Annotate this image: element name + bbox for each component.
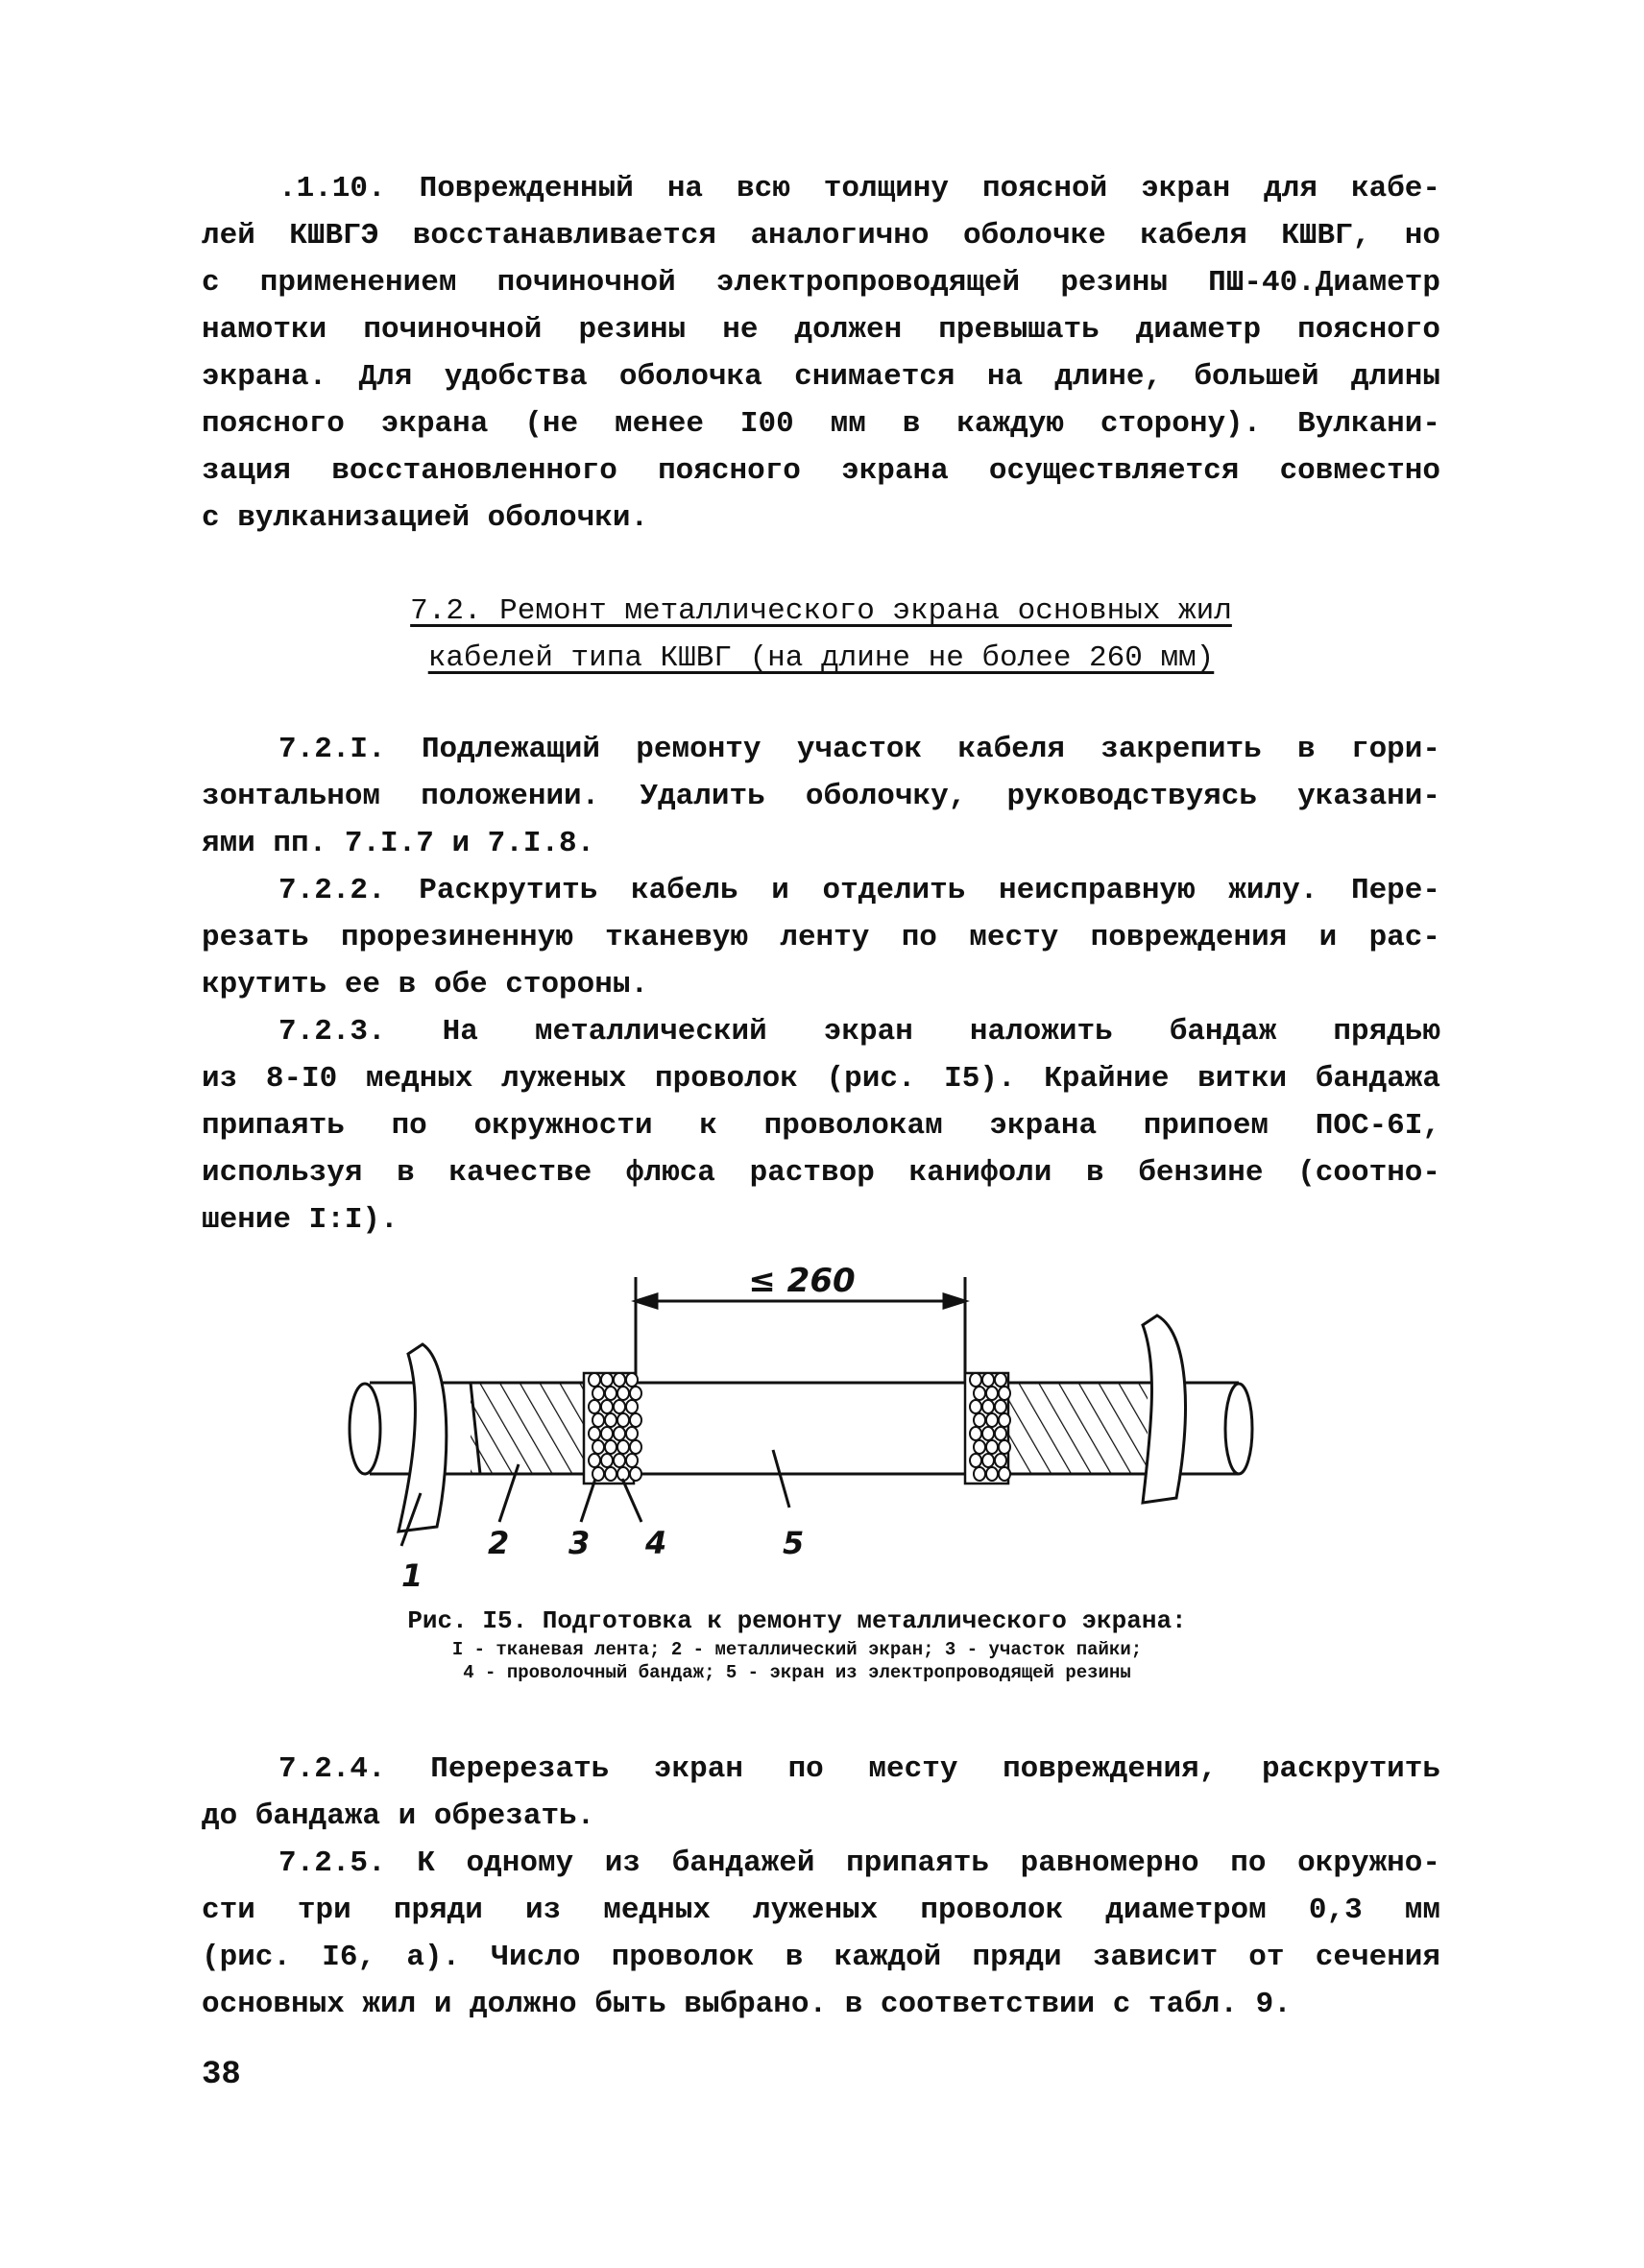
text-line: сти три пряди из медных луженых проволок диаметром 0,3 мм <box>202 1894 1440 1927</box>
bandage-wire-bead <box>986 1387 998 1400</box>
bandage-wire-bead <box>614 1400 625 1413</box>
metal-screen-left <box>471 1383 584 1474</box>
bandage-wire-bead <box>617 1413 629 1427</box>
bandage-wire-bead <box>970 1427 981 1440</box>
bandage-wire-bead <box>601 1454 613 1467</box>
bandage-wire-bead <box>617 1387 629 1400</box>
bandage-wire-bead <box>974 1440 985 1454</box>
bandage-wire-bead <box>626 1373 638 1387</box>
bandage-wire-bead <box>999 1413 1010 1427</box>
bandage-wire-bead <box>626 1454 638 1467</box>
bandage-wire-bead <box>999 1440 1010 1454</box>
metal-screen-right <box>1008 1383 1148 1474</box>
bandage-wire-bead <box>589 1427 600 1440</box>
text-line: 7.2.I. Подлежащий ремонту участок кабеля закрепить в гори- <box>278 733 1440 766</box>
text-line: с вулканизацией оболочки. <box>202 501 649 535</box>
bandage-wire-bead <box>970 1400 981 1413</box>
bandage-wire-bead <box>589 1454 600 1467</box>
label-4: 4 <box>645 1525 667 1561</box>
bandage-wire-bead <box>605 1387 616 1400</box>
bandage-wire-bead <box>630 1467 641 1481</box>
label-3: 3 <box>568 1525 591 1561</box>
bandage-wire-bead <box>986 1413 998 1427</box>
cable-left-end <box>350 1384 380 1474</box>
bandage-wire-bead <box>626 1427 638 1440</box>
bandage-wire-bead <box>999 1467 1010 1481</box>
fabric-tape-right <box>1143 1315 1186 1503</box>
caption-legend-line: I - тканевая лента; 2 - металлический экран; 3 - участок пайки; <box>451 1639 1143 1660</box>
fabric-tape-left <box>399 1344 447 1532</box>
caption-title: Рис. I5. Подготовка к ремонту металлического экрана: <box>407 1606 1187 1635</box>
bandage-wire-bead <box>995 1427 1006 1440</box>
bandage-wire-bead <box>999 1387 1010 1400</box>
bandage-wire-bead <box>995 1373 1006 1387</box>
label-2: 2 <box>488 1525 510 1561</box>
cable-right-end <box>1225 1384 1252 1474</box>
bandage-wire-bead <box>630 1387 641 1400</box>
text-line: крутить ее в обе стороны. <box>202 968 649 1001</box>
bandage-wire-bead <box>614 1454 625 1467</box>
text-line: шение I:I). <box>202 1203 399 1237</box>
bandage-wire-bead <box>601 1373 613 1387</box>
bandage-wire-bead <box>592 1440 604 1454</box>
dimension-label: ≤ 260 <box>748 1262 856 1300</box>
text-line: .1.10. Поврежденный на всю толщину поясной экран для кабе- <box>278 172 1440 205</box>
bandage-wire-bead <box>986 1467 998 1481</box>
text-line: из 8-I0 медных луженых проволок (рис. I5). Крайние витки бандажа <box>202 1062 1440 1096</box>
bandage-wire-bead <box>995 1454 1006 1467</box>
bandage-wire-bead <box>589 1373 600 1387</box>
text-line: ями пп. 7.I.7 и 7.I.8. <box>202 827 595 860</box>
text-line: зонтальном положении. Удалить оболочку, руководствуясь указани- <box>202 780 1440 813</box>
text-line: экрана. Для удобства оболочка снимается на длине, большей длины <box>202 360 1440 394</box>
caption-legend-line: 4 - проволочный бандаж; 5 - экран из электропроводящей резины <box>463 1662 1131 1683</box>
bandage-wire-bead <box>589 1400 600 1413</box>
bandage-wire-bead <box>982 1400 994 1413</box>
text-line: (рис. I6, а). Число проволок в каждой пряди зависит от сечения <box>202 1941 1440 1974</box>
text-line: 7.2.2. Раскрутить кабель и отделить неисправную жилу. Пере- <box>278 874 1440 907</box>
bandage-wire-bead <box>592 1413 604 1427</box>
bandage-wire-bead <box>970 1373 981 1387</box>
bandage-wire-bead <box>605 1413 616 1427</box>
bandage-wire-bead <box>982 1373 994 1387</box>
text-line: резать прорезиненную тканевую ленту по месту повреждения и рас- <box>202 921 1440 954</box>
text-line: до бандажа и обрезать. <box>202 1799 595 1833</box>
bandage-wire-bead <box>592 1387 604 1400</box>
bandage-wire-bead <box>970 1454 981 1467</box>
figure-caption <box>365 1604 1229 1684</box>
bandage-wire-bead <box>974 1387 985 1400</box>
bandage-wire-bead <box>605 1440 616 1454</box>
bandage-wire-bead <box>617 1440 629 1454</box>
text-line: намотки починочной резины не должен превышать диаметр поясного <box>202 313 1440 347</box>
heading-line: 7.2. Ремонт металлического экрана основных жил <box>410 594 1232 628</box>
text-line: поясного экрана (не менее I00 мм в каждую сторону). Вулкани- <box>202 407 1440 441</box>
text-line: 7.2.3. На металлический экран наложить бандаж прядью <box>278 1015 1440 1049</box>
text-line: 7.2.5. К одному из бандажей припаять равномерно по окружно- <box>278 1846 1440 1880</box>
bandage-wire-bead <box>626 1400 638 1413</box>
bandage-wire-bead <box>982 1427 994 1440</box>
label-1: 1 <box>401 1557 423 1594</box>
text-line: припаять по окружности к проволокам экрана припоем ПОС-6I, <box>202 1109 1440 1143</box>
text-line: основных жил и должно быть выбрано. в соответствии с табл. 9. <box>202 1988 1292 2021</box>
bandage-wire-bead <box>630 1440 641 1454</box>
bandage-wire-bead <box>601 1400 613 1413</box>
text-line: используя в качестве флюса раствор канифоли в бензине (соотно- <box>202 1156 1440 1190</box>
bandage-wire-bead <box>982 1454 994 1467</box>
bandage-wire-bead <box>986 1440 998 1454</box>
page-number: 38 <box>202 2057 241 2093</box>
text-line: лей КШВГЭ восстанавливается аналогично оболочке кабеля КШВГ, но <box>202 219 1440 253</box>
bandage-wire-bead <box>605 1467 616 1481</box>
label-5: 5 <box>783 1525 805 1561</box>
text-line: с применением починочной электропроводящей резины ПШ-40.Диаметр <box>202 266 1440 300</box>
bandage-wire-bead <box>614 1373 625 1387</box>
bandage-wire-bead <box>614 1427 625 1440</box>
bandage-wire-bead <box>995 1400 1006 1413</box>
bandage-wire-bead <box>630 1413 641 1427</box>
bandage-wire-bead <box>601 1427 613 1440</box>
bandage-wire-bead <box>974 1467 985 1481</box>
paragraphs-7-2-4-to-7-2-5 <box>202 1746 1440 2028</box>
heading-line: кабелей типа КШВГ (на длине не более 260 мм) <box>427 641 1215 675</box>
text-line: зация восстановленного поясного экрана осуществляется совместно <box>202 454 1440 488</box>
bandage-wire-bead <box>974 1413 985 1427</box>
text-line: 7.2.4. Перерезать экран по месту повреждения, раскрутить <box>278 1752 1440 1786</box>
